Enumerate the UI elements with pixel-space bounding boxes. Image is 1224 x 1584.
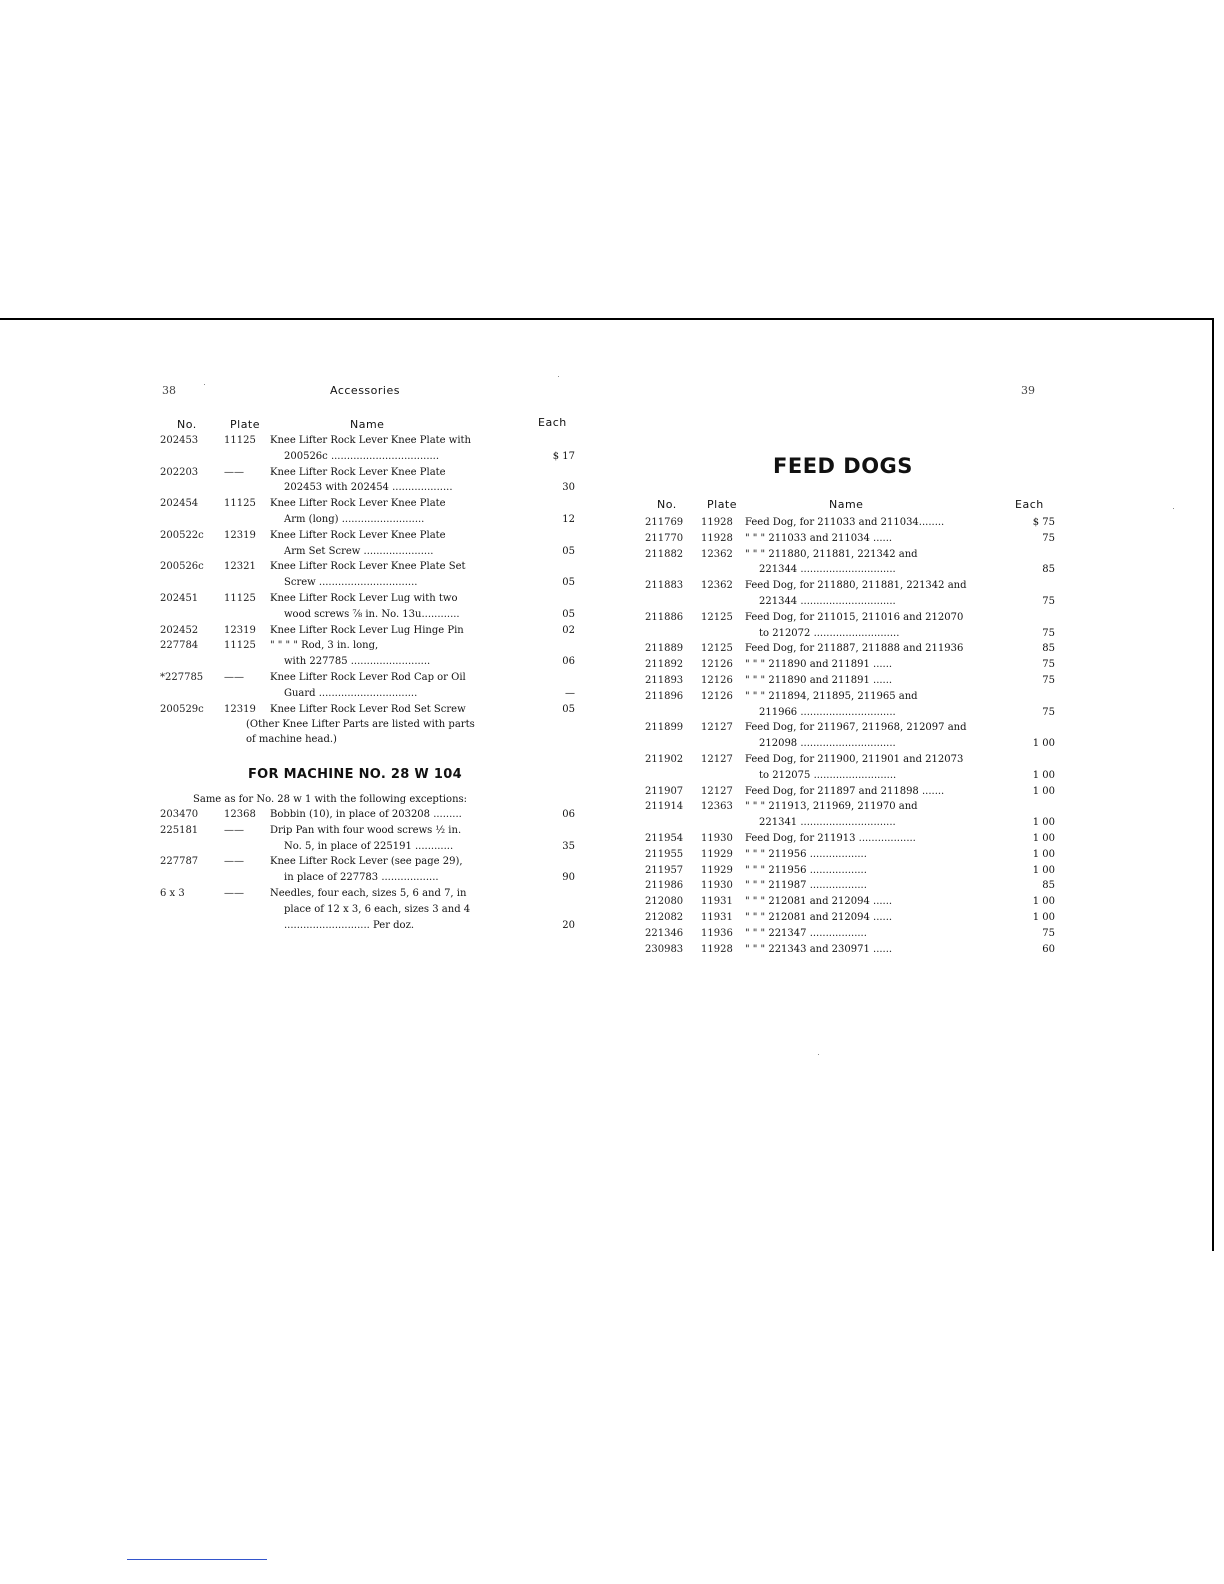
cell-plate (224, 512, 270, 528)
table-row (160, 918, 575, 934)
cell-plate (224, 870, 270, 886)
table-row (160, 559, 575, 575)
table-row (160, 870, 575, 886)
cell-no: 211907 (645, 785, 684, 797)
cell-plate: 11125 (224, 435, 256, 446)
cell-each: 1 00 (1032, 848, 1055, 860)
cell-each: 35 (562, 840, 575, 852)
cell-name: Needles, four each, sizes 5, 6 and 7, in (270, 887, 467, 899)
cell-plate: 12125 (701, 643, 733, 655)
cell-each: 85 (1042, 564, 1055, 576)
cell-no: 200522c (160, 529, 204, 541)
cell-each: 05 (562, 577, 575, 589)
table-row (645, 531, 1055, 547)
cell-each: 1 00 (1032, 864, 1055, 876)
cell-plate (224, 654, 270, 670)
cell-plate: 12321 (224, 561, 256, 573)
cell-plate: 12319 (224, 703, 256, 715)
cell-plate: 12319 (224, 529, 256, 541)
cell-each (539, 823, 575, 839)
cell-no (645, 626, 701, 642)
table-row (645, 515, 1055, 531)
cell-no (160, 607, 224, 623)
cell-name: to 212072 ........................... (759, 627, 900, 639)
cell-each: 1 00 (1032, 896, 1055, 908)
cell-name: Knee Lifter Rock Lever Lug Hinge Pin (270, 624, 464, 636)
cell-no: 211882 (645, 548, 684, 560)
cell-no: 200529c (160, 703, 204, 715)
footnote-line: of machine head.) (246, 734, 337, 745)
cell-each: 85 (1042, 880, 1055, 892)
cell-plate: 12125 (701, 611, 733, 623)
cell-plate (701, 736, 745, 752)
cell-name: Knee Lifter Rock Lever Knee Plate (270, 529, 446, 541)
table-row (645, 736, 1055, 752)
cell-plate: 11125 (224, 640, 256, 652)
cell-each (1025, 578, 1055, 594)
table-row (160, 886, 575, 902)
cell-no: 202451 (160, 592, 199, 604)
table-row (160, 528, 575, 544)
cell-plate: —— (224, 887, 244, 899)
cell-name: 221341 .............................. (759, 817, 896, 829)
cell-each: $ 75 (1032, 517, 1055, 528)
table-row (645, 547, 1055, 563)
cell-plate (224, 449, 270, 465)
cell-each: 20 (562, 919, 575, 931)
cell-plate: —— (224, 824, 244, 836)
cell-name: Feed Dog, for 211967, 211968, 212097 and (745, 722, 967, 734)
cell-no: 6 x 3 (160, 887, 185, 899)
page-title: FEED DOGS (773, 454, 913, 478)
cell-plate: 11125 (224, 498, 256, 510)
cell-no: 211896 (645, 690, 684, 702)
speck (818, 1054, 819, 1055)
table-row (645, 641, 1055, 657)
cell-plate: 12126 (701, 659, 733, 671)
right-col-plate: Plate (707, 498, 738, 511)
cell-name: 202453 with 202454 ................... (284, 482, 453, 494)
cell-name: Drip Pan with four wood screws ½ in. (270, 824, 462, 836)
cell-no (645, 705, 701, 721)
cell-no (160, 544, 224, 560)
table-row (645, 831, 1055, 847)
cell-name: 212098 .............................. (759, 738, 896, 750)
cell-each (1025, 799, 1055, 815)
cell-name: " " " 221343 and 230971 ...... (745, 943, 893, 955)
cell-plate (224, 575, 270, 591)
cell-each: 05 (562, 545, 575, 557)
cell-each: 90 (562, 872, 575, 884)
cell-no (645, 562, 701, 578)
cell-each: 75 (1042, 595, 1055, 607)
cell-no (160, 918, 224, 934)
cell-plate: 12319 (224, 624, 256, 636)
table-row (645, 626, 1055, 642)
cell-each (539, 886, 575, 902)
left-parts-list (160, 433, 575, 717)
table-row (160, 575, 575, 591)
right-page-number: 39 (1021, 384, 1035, 397)
table-row (645, 752, 1055, 768)
speck (204, 384, 205, 385)
cell-name: Feed Dog, for 211015, 211016 and 212070 (745, 611, 964, 623)
bottom-rule (127, 1559, 267, 1560)
cell-plate: 12363 (701, 801, 733, 813)
cell-no: 221346 (645, 927, 684, 939)
cell-no: 211893 (645, 674, 684, 686)
cell-plate: —— (224, 856, 244, 868)
cell-name: Screw ............................... (284, 577, 418, 589)
cell-each: 1 00 (1032, 769, 1055, 781)
cell-plate: 11928 (701, 517, 733, 528)
left-col-each: Each (538, 416, 567, 429)
table-row (160, 823, 575, 839)
cell-name: Knee Lifter Rock Lever Rod Cap or Oil (270, 671, 466, 683)
cell-plate: 11936 (701, 927, 733, 939)
cell-no (160, 449, 224, 465)
cell-name: No. 5, in place of 225191 ............ (284, 840, 454, 852)
table-row (160, 670, 575, 686)
table-row (160, 623, 575, 639)
cell-no: 211899 (645, 722, 684, 734)
table-row (645, 562, 1055, 578)
table-row (160, 480, 575, 496)
cell-no: 202452 (160, 624, 199, 636)
cell-name: in place of 227783 .................. (284, 872, 439, 884)
cell-name: " " " 211880, 211881, 221342 and (745, 548, 918, 560)
cell-name: Feed Dog, for 211913 .................. (745, 832, 916, 844)
cell-no: 202453 (160, 435, 199, 446)
cell-no (160, 654, 224, 670)
cell-name: " " " 211894, 211895, 211965 and (745, 690, 918, 702)
table-row (160, 854, 575, 870)
cell-plate: 12126 (701, 690, 733, 702)
table-row (645, 610, 1055, 626)
cell-each: — (565, 687, 575, 699)
table-row (160, 607, 575, 623)
table-row (645, 768, 1055, 784)
cell-each: $ 17 (552, 450, 575, 462)
section-title: FOR MACHINE NO. 28 W 104 (248, 767, 462, 782)
cell-plate: 11930 (701, 880, 733, 892)
cell-no (645, 736, 701, 752)
table-row (645, 847, 1055, 863)
cell-name: Knee Lifter Rock Lever Rod Set Screw (270, 703, 466, 715)
cell-no (160, 575, 224, 591)
cell-plate: 11929 (701, 848, 733, 860)
cell-plate (224, 839, 270, 855)
cell-plate: 11931 (701, 911, 733, 923)
cell-no: 212082 (645, 911, 684, 923)
cell-no: 211886 (645, 611, 684, 623)
cell-plate: 11125 (224, 592, 256, 604)
cell-each: 05 (562, 703, 575, 715)
cell-no: 211902 (645, 753, 684, 765)
cell-name: Knee Lifter Rock Lever (see page 29), (270, 856, 463, 868)
cell-each: 06 (562, 656, 575, 668)
table-row (645, 894, 1055, 910)
table-row (645, 878, 1055, 894)
table-row (645, 815, 1055, 831)
cell-name: Knee Lifter Rock Lever Knee Plate Set (270, 561, 466, 573)
table-row (645, 784, 1055, 800)
left-col-name: Name (350, 418, 385, 431)
table-row (645, 594, 1055, 610)
cell-name: " " " 211956 .................. (745, 864, 867, 876)
footnote-line: (Other Knee Lifter Parts are listed with parts (246, 719, 475, 730)
cell-name: " " " 211987 .................. (745, 880, 867, 892)
cell-name: " " " 211890 and 211891 ...... (745, 659, 893, 671)
table-row (645, 705, 1055, 721)
cell-no: 211955 (645, 848, 684, 860)
cell-plate: 12127 (701, 753, 733, 765)
table-row (160, 702, 575, 718)
cell-each: 1 00 (1032, 911, 1055, 923)
cell-name: Feed Dog, for 211887, 211888 and 211936 (745, 643, 964, 655)
cell-no: 225181 (160, 824, 199, 836)
cell-name: " " " 212081 and 212094 ...... (745, 911, 893, 923)
cell-name: to 212075 .......................... (759, 769, 897, 781)
cell-name: Feed Dog, for 211897 and 211898 ....... (745, 785, 945, 797)
cell-each: 1 00 (1032, 832, 1055, 844)
cell-each: 05 (562, 608, 575, 620)
cell-each (539, 465, 575, 481)
cell-no: 211770 (645, 532, 684, 544)
cell-no: 227784 (160, 640, 199, 652)
cell-no (160, 839, 224, 855)
cell-name: Knee Lifter Rock Lever Knee Plate (270, 466, 446, 478)
cell-no: 211889 (645, 643, 684, 655)
cell-no: 211957 (645, 864, 684, 876)
cell-name: ........................... Per doz. (284, 919, 415, 931)
cell-each (539, 854, 575, 870)
cell-name: Bobbin (10), in place of 203208 ......... (270, 809, 462, 820)
cell-plate (224, 918, 270, 934)
cell-each: 75 (1042, 706, 1055, 718)
table-row (160, 686, 575, 702)
table-row (160, 433, 575, 449)
table-row (645, 657, 1055, 673)
cell-each: 1 00 (1032, 738, 1055, 750)
cell-plate (701, 562, 745, 578)
cell-name: 200526c .................................. (284, 450, 440, 462)
cell-plate (701, 815, 745, 831)
cell-each: 02 (562, 624, 575, 636)
cell-each: 60 (1042, 943, 1055, 955)
table-row (645, 673, 1055, 689)
table-row (160, 544, 575, 560)
cell-no: *227785 (160, 671, 204, 683)
cell-name: Arm (long) .......................... (284, 513, 425, 525)
cell-plate (224, 607, 270, 623)
running-head: Accessories (330, 384, 400, 397)
cell-name: " " " " Rod, 3 in. long, (270, 640, 379, 652)
cell-no (160, 902, 224, 918)
cell-name: " " " 212081 and 212094 ...... (745, 896, 893, 908)
right-col-each: Each (1015, 498, 1044, 511)
cell-plate: 12362 (701, 548, 733, 560)
cell-no: 202454 (160, 498, 199, 510)
cell-plate (701, 594, 745, 610)
table-row (160, 449, 575, 465)
cell-each (539, 902, 575, 918)
table-row (645, 863, 1055, 879)
cell-no (160, 480, 224, 496)
cell-name: Knee Lifter Rock Lever Lug with two (270, 592, 458, 604)
table-row (160, 807, 575, 823)
cell-no: 202203 (160, 466, 199, 478)
cell-name: " " " 221347 .................. (745, 927, 867, 939)
right-col-no: No. (657, 498, 677, 511)
table-row (645, 720, 1055, 736)
table-row (160, 902, 575, 918)
cell-name: Feed Dog, for 211033 and 211034........ (745, 517, 945, 528)
cell-no: 203470 (160, 809, 199, 820)
left-col-plate: Plate (230, 418, 261, 431)
cell-name: Guard ............................... (284, 687, 418, 699)
cell-plate: —— (224, 466, 244, 478)
table-row (160, 638, 575, 654)
book-spread (0, 318, 1214, 1251)
cell-plate (701, 705, 745, 721)
cell-no (160, 512, 224, 528)
table-row (645, 799, 1055, 815)
cell-plate (224, 480, 270, 496)
cell-each (1025, 610, 1055, 626)
left-page-number: 38 (162, 384, 176, 397)
cell-name: Knee Lifter Rock Lever Knee Plate with (270, 435, 471, 446)
cell-plate: 11928 (701, 532, 733, 544)
cell-each: 06 (562, 809, 575, 820)
cell-no: 211883 (645, 580, 684, 592)
cell-each (539, 591, 575, 607)
speck (1173, 508, 1174, 509)
cell-each (1025, 689, 1055, 705)
cell-each: 30 (562, 482, 575, 494)
cell-plate (224, 902, 270, 918)
cell-no: 211769 (645, 517, 684, 528)
cell-plate: 12362 (701, 580, 733, 592)
cell-plate (224, 686, 270, 702)
table-row (645, 689, 1055, 705)
table-row (160, 591, 575, 607)
cell-each (539, 496, 575, 512)
table-row (645, 578, 1055, 594)
speck (558, 376, 559, 377)
cell-each: 75 (1042, 927, 1055, 939)
cell-each (1025, 547, 1055, 563)
table-row (160, 512, 575, 528)
cell-no: 230983 (645, 943, 684, 955)
cell-no: 200526c (160, 561, 204, 573)
cell-each: 75 (1042, 659, 1055, 671)
cell-name: Feed Dog, for 211880, 211881, 221342 and (745, 580, 967, 592)
cell-plate (701, 768, 745, 784)
cell-no (645, 815, 701, 831)
cell-no: 211892 (645, 659, 684, 671)
cell-name: " " " 211956 .................. (745, 848, 867, 860)
cell-plate: 11930 (701, 832, 733, 844)
cell-plate: 12127 (701, 785, 733, 797)
table-row (645, 910, 1055, 926)
table-row (160, 839, 575, 855)
cell-no: 211986 (645, 880, 684, 892)
table-row (645, 926, 1055, 942)
cell-name: 211966 .............................. (759, 706, 896, 718)
cell-name: Feed Dog, for 211900, 211901 and 212073 (745, 753, 964, 765)
cell-plate: —— (224, 671, 244, 683)
cell-name: place of 12 x 3, 6 each, sizes 3 and 4 (284, 903, 471, 915)
cell-name: " " " 211890 and 211891 ...... (745, 674, 893, 686)
cell-plate: 12368 (224, 809, 256, 820)
cell-plate: 11928 (701, 943, 733, 955)
cell-each (1025, 720, 1055, 736)
cell-name: 221344 .............................. (759, 564, 896, 576)
cell-name: wood screws ⅞ in. No. 13u............ (284, 608, 460, 620)
cell-each: 75 (1042, 627, 1055, 639)
cell-no: 211954 (645, 832, 684, 844)
cell-plate (701, 626, 745, 642)
cell-each: 85 (1042, 643, 1055, 655)
cell-plate: 12127 (701, 722, 733, 734)
cell-plate: 11931 (701, 896, 733, 908)
section-intro: Same as for No. 28 w 1 with the following exceptions: (193, 794, 468, 805)
cell-each (1025, 752, 1055, 768)
cell-each (539, 638, 575, 654)
cell-name: Arm Set Screw ...................... (284, 545, 434, 557)
table-row (160, 496, 575, 512)
cell-no: 212080 (645, 896, 684, 908)
left-col-no: No. (177, 418, 197, 431)
right-col-name: Name (829, 498, 864, 511)
cell-each: 75 (1042, 674, 1055, 686)
cell-name: with 227785 ......................... (284, 656, 431, 668)
cell-each (539, 670, 575, 686)
cell-no: 211914 (645, 801, 684, 813)
cell-no: 227787 (160, 856, 199, 868)
cell-each (539, 433, 575, 449)
cell-plate: 12126 (701, 674, 733, 686)
table-row (645, 942, 1055, 958)
cell-no (160, 686, 224, 702)
cell-each (539, 528, 575, 544)
cell-no (645, 768, 701, 784)
cell-name: 221344 .............................. (759, 595, 896, 607)
table-row (160, 654, 575, 670)
cell-name: " " " 211913, 211969, 211970 and (745, 801, 918, 813)
table-row (160, 465, 575, 481)
cell-no (645, 594, 701, 610)
cell-plate: 11929 (701, 864, 733, 876)
right-parts-list (645, 515, 1055, 957)
cell-each: 12 (562, 513, 575, 525)
cell-no (160, 870, 224, 886)
cell-each (539, 559, 575, 575)
section-parts-list (160, 807, 575, 933)
cell-name: Knee Lifter Rock Lever Knee Plate (270, 498, 446, 510)
cell-each: 1 00 (1032, 785, 1055, 797)
cell-each: 75 (1042, 532, 1055, 544)
cell-name: " " " 211033 and 211034 ...... (745, 532, 893, 544)
cell-plate (224, 544, 270, 560)
left-footnote (246, 717, 536, 747)
cell-each: 1 00 (1032, 817, 1055, 829)
